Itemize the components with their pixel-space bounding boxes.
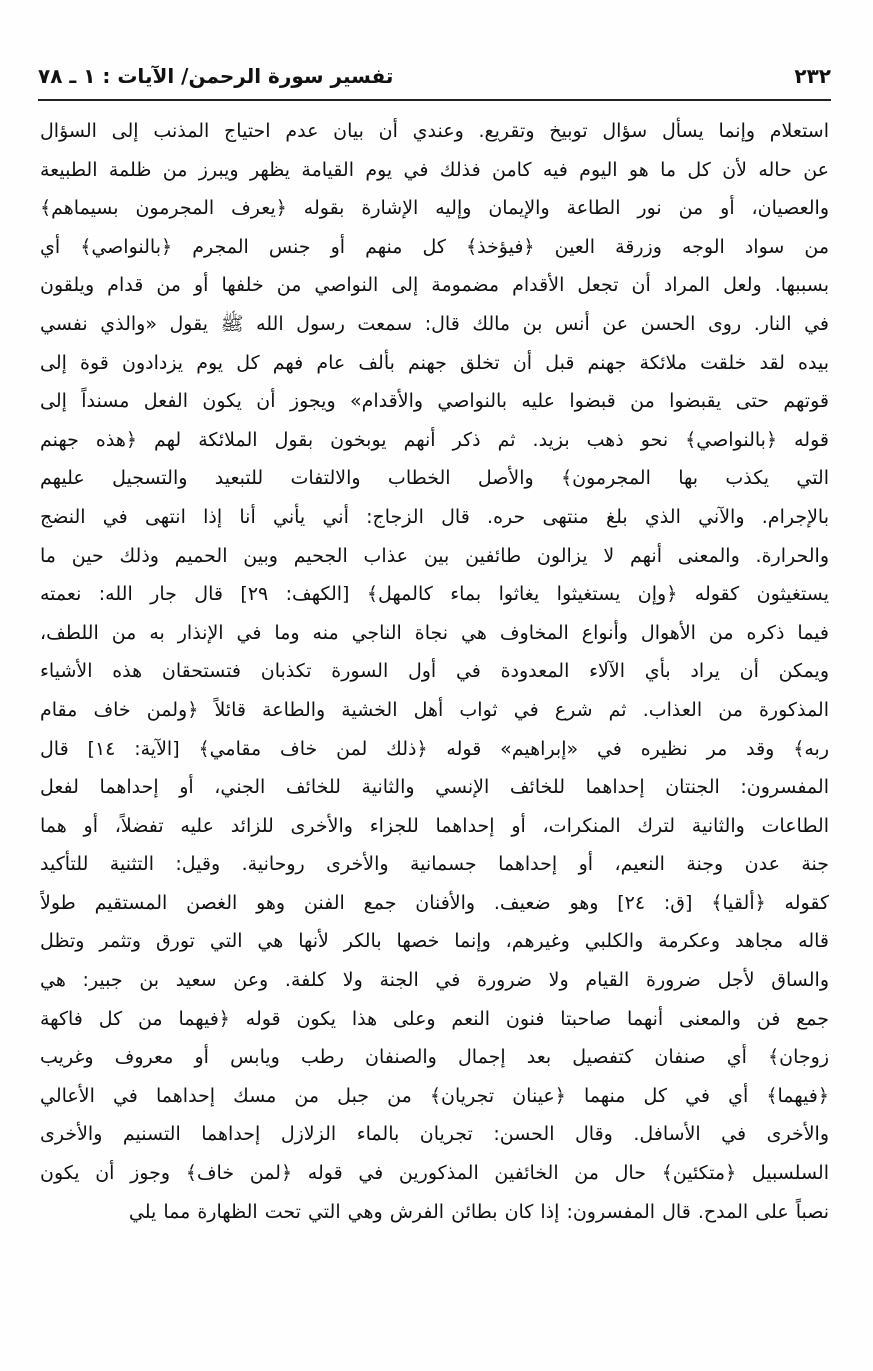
text-line: استعلام وإنما يسأل سؤال توبيخ وتقريع. وعندي أن بيان عدم احتياج المذنب إلى السؤال xyxy=(40,120,829,142)
page-number: ٢٣٢ xyxy=(794,64,831,88)
text-line: جنة عدن وجنة النعيم، أو إحداهما جسمانية والأخرى روحانية. وقيل: التثنية للتأكيد xyxy=(40,853,829,876)
text-line: نصباً على المدح. قال المفسرون: إذا كان بطائن الفرش وهي التي تحت الظهارة مما يلي xyxy=(128,1200,829,1223)
header-rule xyxy=(38,99,831,101)
text-line: جمع فن والمعنى أنهما صاحبتا فنون النعم وعلى هذا يكون قوله ﴿فيهما من كل فاكهة xyxy=(40,1007,829,1030)
text-line: كقوله ﴿ألقيا﴾ [ق: ٢٤] وهو ضعيف. والأفنان جمع الفنن وهو الغصن المستقيم طولاً xyxy=(40,891,829,914)
running-title: تفسير سورة الرحمن/ الآيات : ١ ـ ٧٨ xyxy=(38,64,394,88)
text-line: والأخرى في الأسافل. وقال الحسن: تجريان بالماء الزلازل إحداهما التسنيم والأخرى xyxy=(40,1123,829,1146)
text-line: عن حاله لأن كل ما هو اليوم فيه كامن فذلك في يوم القيامة يظهر ويبرز من ظلمة الطبيعة xyxy=(40,158,829,181)
text-line: فيما ذكره من الأهوال وأنواع المخاوف هي نجاة الناجي منه وما في الإنذار به من اللطف، xyxy=(40,621,829,644)
text-line: ﴿فيهما﴾ أي في كل منهما ﴿عينان تجريان﴾ من جبل من مسك إحداهما في الأعالي xyxy=(40,1084,829,1107)
text-line: قوله ﴿بالنواصي﴾ نحو ذهب بزيد. ثم ذكر أنهم يوبخون بقول الملائكة لهم ﴿هذه جهنم xyxy=(40,428,829,451)
text-line: قاله مجاهد وعكرمة والكلبي وغيرهم، وإنما خصها بالكر لأنها هي التي تورق وتثمر وتظل xyxy=(40,930,829,953)
text-line: السلسبيل ﴿متكئين﴾ حال من الخائفين المذكورين في قوله ﴿لمن خاف﴾ وجوز أن يكون xyxy=(40,1162,829,1185)
text-line: بالإجرام. والآني الذي بلغ منتهى حره. قال الزجاج: أني يأني أنا إذا انتهى في النضج xyxy=(40,505,829,528)
page-header xyxy=(38,56,831,96)
text-line: بسببها. ولعل المراد أن تجعل الأقدام مضمومة إلى النواصي من خلفها أو من قدام ويلقون xyxy=(40,274,829,297)
text-line: المفسرون: الجنتان إحداهما للخائف الإنسي والثانية للخائف الجني، أو إحداهما لفعل xyxy=(40,776,829,799)
text-line: زوجان﴾ أي صنفان كتفصيل بعد إجمال والصنفان رطب ويابس أو معروف وغريب xyxy=(40,1046,829,1069)
text-line: والحرارة. والمعنى أنهم لا يزالون طائفين بين عذاب الجحيم وبين الحميم وذلك حين ما xyxy=(40,544,829,567)
text-line: الطاعات والثانية لترك المنكرات، أو إحداهما للجزاء والأخرى للزائد عليه تفضلاً، أو هما xyxy=(40,814,829,837)
text-line: ويمكن أن يراد بأي الآلاء المعدودة في أول السورة تكذبان فتستحقان هذه الأشياء xyxy=(40,660,829,683)
text-line: بيده لقد خلقت ملائكة جهنم قبل أن تخلق جهنم بألف عام فهم كل يوم يزدادون قوة إلى xyxy=(40,351,829,374)
body-text xyxy=(40,112,829,1231)
text-line: والساق لأجل ضرورة القيام ولا ضرورة في الجنة ولا كلفة. وعن سعيد بن جبير: هي xyxy=(40,969,829,992)
text-line: في النار. روى الحسن عن أنس بن مالك قال: سمعت رسول الله ﷺ يقول «والذي نفسي xyxy=(40,312,829,335)
text-line: المذكورة من العذاب. ثم شرع في ثواب أهل الخشية والطاعة قائلاً ﴿ولمن خاف مقام xyxy=(40,698,829,721)
text-line: ربه﴾ وقد مر نظيره في «إبراهيم» قوله ﴿ذلك لمن خاف مقامي﴾ [الآية: ١٤] قال xyxy=(40,737,829,760)
text-line: والعصيان، أو من نور الطاعة والإيمان وإليه الإشارة بقوله ﴿يعرف المجرمون بسيماهم﴾ xyxy=(40,197,829,220)
text-line: من سواد الوجه وزرقة العين ﴿فيؤخذ﴾ كل منهم أو جنس المجرم ﴿بالنواصي﴾ أي xyxy=(40,235,829,258)
text-line: قوتهم حتى يقبضوا من قبضوا عليه بالنواصي والأقدام» ويجوز أن يكون الفعل مسنداً إلى xyxy=(40,390,829,413)
text-line: التي يكذب بها المجرمون﴾ والأصل الخطاب والالتفات للتبعيد والتسجيل عليهم xyxy=(40,467,829,490)
text-line: يستغيثون كقوله ﴿وإن يستغيثوا يغاثوا بماء كالمهل﴾ [الكهف: ٢٩] قال جار الله: نعمته xyxy=(40,583,829,606)
